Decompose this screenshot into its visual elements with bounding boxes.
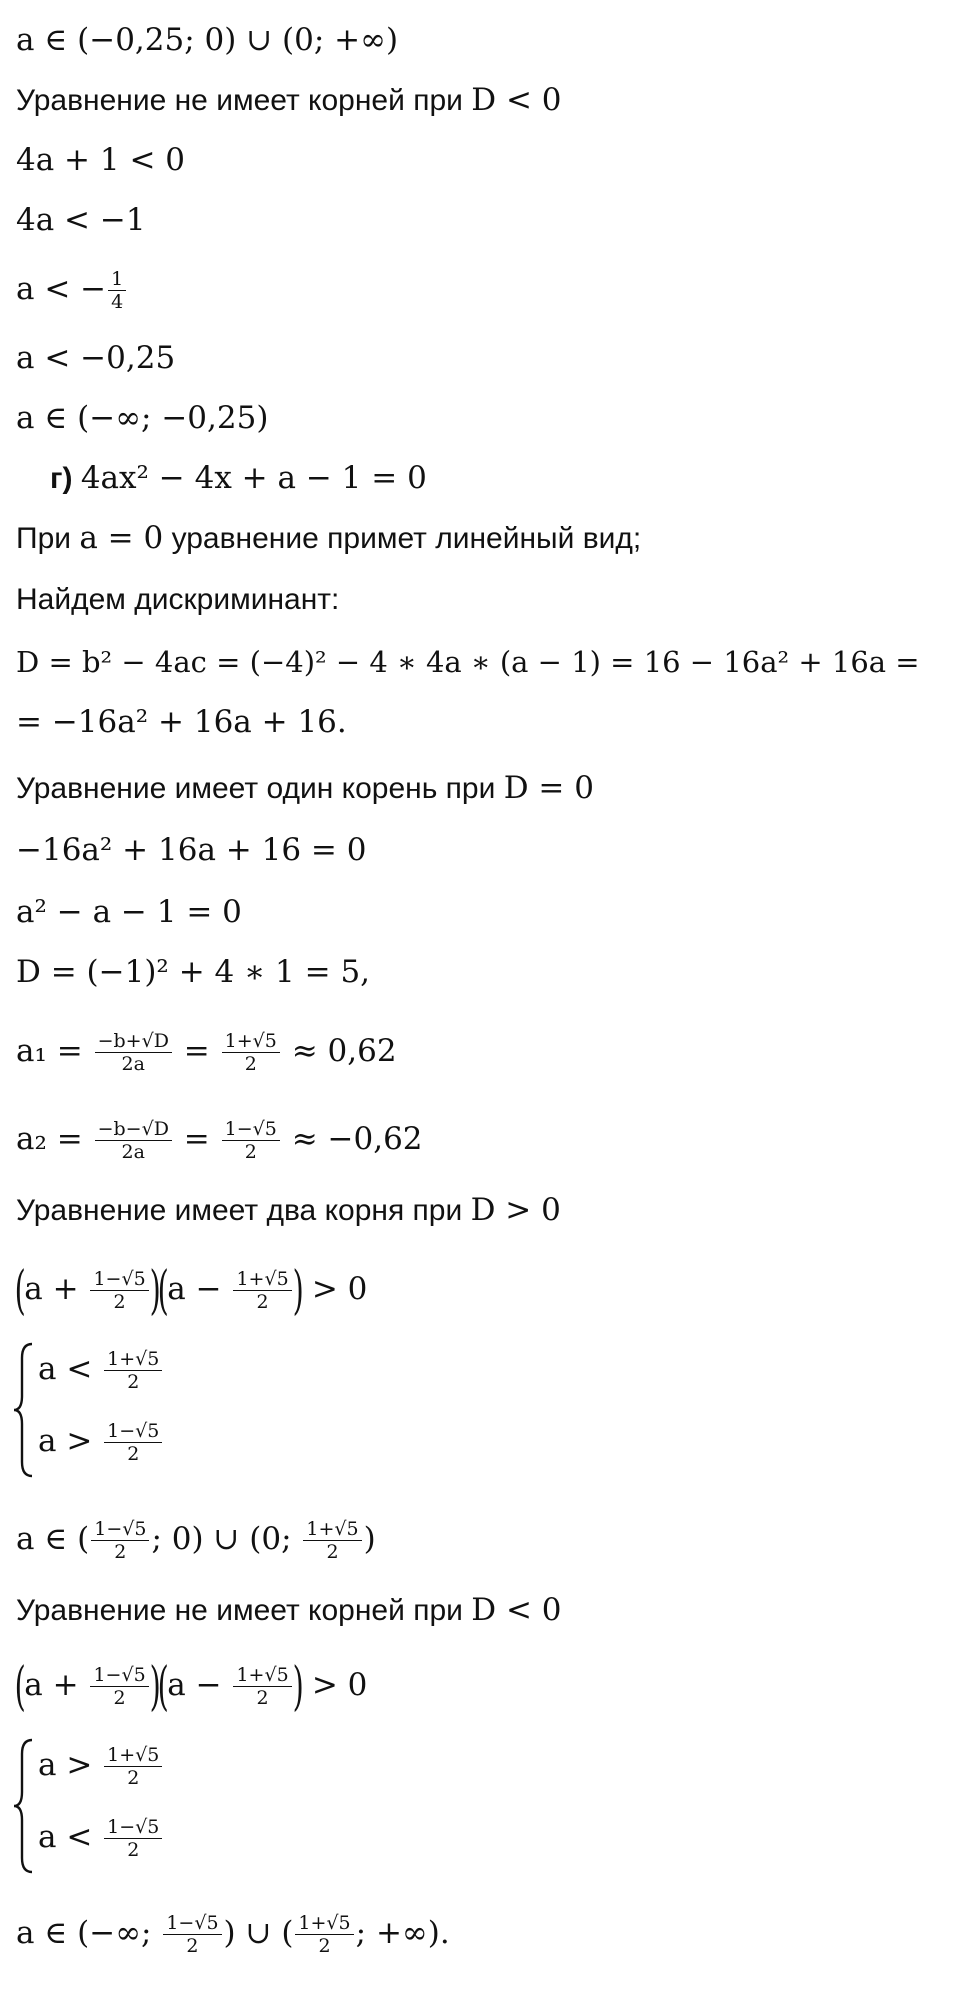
condition-no-roots-1: Уравнение не имеет корней при D < 0 <box>16 82 562 118</box>
condition-no-roots-2: Уравнение не имеет корней при D < 0 <box>16 1592 562 1628</box>
inequality-line: 4a < −1 <box>16 202 146 238</box>
task-heading-g: г) 4ax² − 4x + a − 1 = 0 <box>50 460 427 496</box>
fraction: $\frac{1-√5}{2}$ <box>163 1912 221 1957</box>
fraction: $\frac{-b+√D}{2a}$ <box>95 1030 172 1075</box>
equation-line: a² − a − 1 = 0 <box>16 894 242 930</box>
inequality-system-2 <box>12 1736 312 1876</box>
fraction: $\frac{1-√5}{2}$ <box>222 1118 280 1163</box>
discriminant-result: = −16a² + 16a + 16. <box>16 704 347 740</box>
fraction: $\frac{1-√5}{2}$ <box>90 1268 148 1313</box>
product-inequality-2: (a + $\frac{1-√5}{2}$ )(a − $\frac{1+√5}{2}$ ) > 0 <box>14 1656 368 1717</box>
system-row: a < $\frac{1+√5}{2}$ <box>38 1348 164 1393</box>
discriminant-formula: D = b² − 4ac = (−4)² − 4 ∗ 4a ∗ (a − 1) = 16 − 16a² + 16a = <box>16 645 920 679</box>
inequality-fraction-line: a < − $\frac{1}{4}$ <box>16 268 128 313</box>
fraction: $\frac{1-√5}{2}$ <box>104 1816 162 1861</box>
system-row: a < $\frac{1-√5}{2}$ <box>38 1816 164 1861</box>
fraction: $\frac{-b-√D}{2a}$ <box>95 1118 172 1163</box>
inequality-system-1 <box>12 1340 312 1480</box>
discriminant-heading: Найдем дискриминант: <box>16 583 340 616</box>
equation-line: −16a² + 16a + 16 = 0 <box>16 832 367 868</box>
interval-result-1: a ∈ (−0,25; 0) ∪ (0; +∞) <box>16 22 399 58</box>
fraction: $\frac{1+√5}{2}$ <box>104 1744 162 1789</box>
root-a2: a₂ = $\frac{-b-√D}{2a}$ = $\frac{1-√5}{2}$ ≈ −0,62 <box>16 1118 423 1163</box>
inequality-line: 4a + 1 < 0 <box>16 142 186 178</box>
fraction: $\frac{1+√5}{2}$ <box>295 1912 353 1957</box>
condition-one-root: Уравнение имеет один корень при D = 0 <box>16 770 594 806</box>
interval-result-3: a ∈ ( $\frac{1-√5}{2}$ ; 0) ∪ (0; $\frac{1+√5}{2}$ ) <box>16 1518 376 1563</box>
inequality-line: a < −0,25 <box>16 340 176 376</box>
fraction: $\frac{1-√5}{2}$ <box>91 1518 149 1563</box>
discriminant-2: D = (−1)² + 4 ∗ 1 = 5, <box>16 954 371 990</box>
interval-result-4: a ∈ (−∞; $\frac{1-√5}{2}$ ) ∪ ( $\frac{1+√5}{2}$ ; +∞). <box>16 1912 450 1957</box>
fraction: $\frac{1+√5}{2}$ <box>222 1030 280 1075</box>
root-a1: a₁ = $\frac{-b+√D}{2a}$ = $\frac{1+√5}{2}$ ≈ 0,62 <box>16 1030 397 1075</box>
fraction: $\frac{1+√5}{2}$ <box>233 1664 291 1709</box>
product-inequality-1: (a + $\frac{1-√5}{2}$ )(a − $\frac{1+√5}{2}$ ) > 0 <box>14 1260 368 1321</box>
fraction: $\frac{1+√5}{2}$ <box>233 1268 291 1313</box>
fraction: $\frac{1+√5}{2}$ <box>104 1348 162 1393</box>
fraction: $\frac{1-√5}{2}$ <box>104 1420 162 1465</box>
fraction: $\frac{1+√5}{2}$ <box>303 1518 361 1563</box>
linear-case-note: При a = 0 уравнение примет линейный вид; <box>16 520 642 556</box>
system-row: a > $\frac{1+√5}{2}$ <box>38 1744 164 1789</box>
fraction: $\frac{1}{4}$ <box>108 268 126 313</box>
curly-brace-icon <box>12 1340 36 1480</box>
system-row: a > $\frac{1-√5}{2}$ <box>38 1420 164 1465</box>
interval-result-2: a ∈ (−∞; −0,25) <box>16 400 269 436</box>
curly-brace-icon <box>12 1736 36 1876</box>
fraction: $\frac{1-√5}{2}$ <box>90 1664 148 1709</box>
condition-two-roots: Уравнение имеет два корня при D > 0 <box>16 1192 561 1228</box>
